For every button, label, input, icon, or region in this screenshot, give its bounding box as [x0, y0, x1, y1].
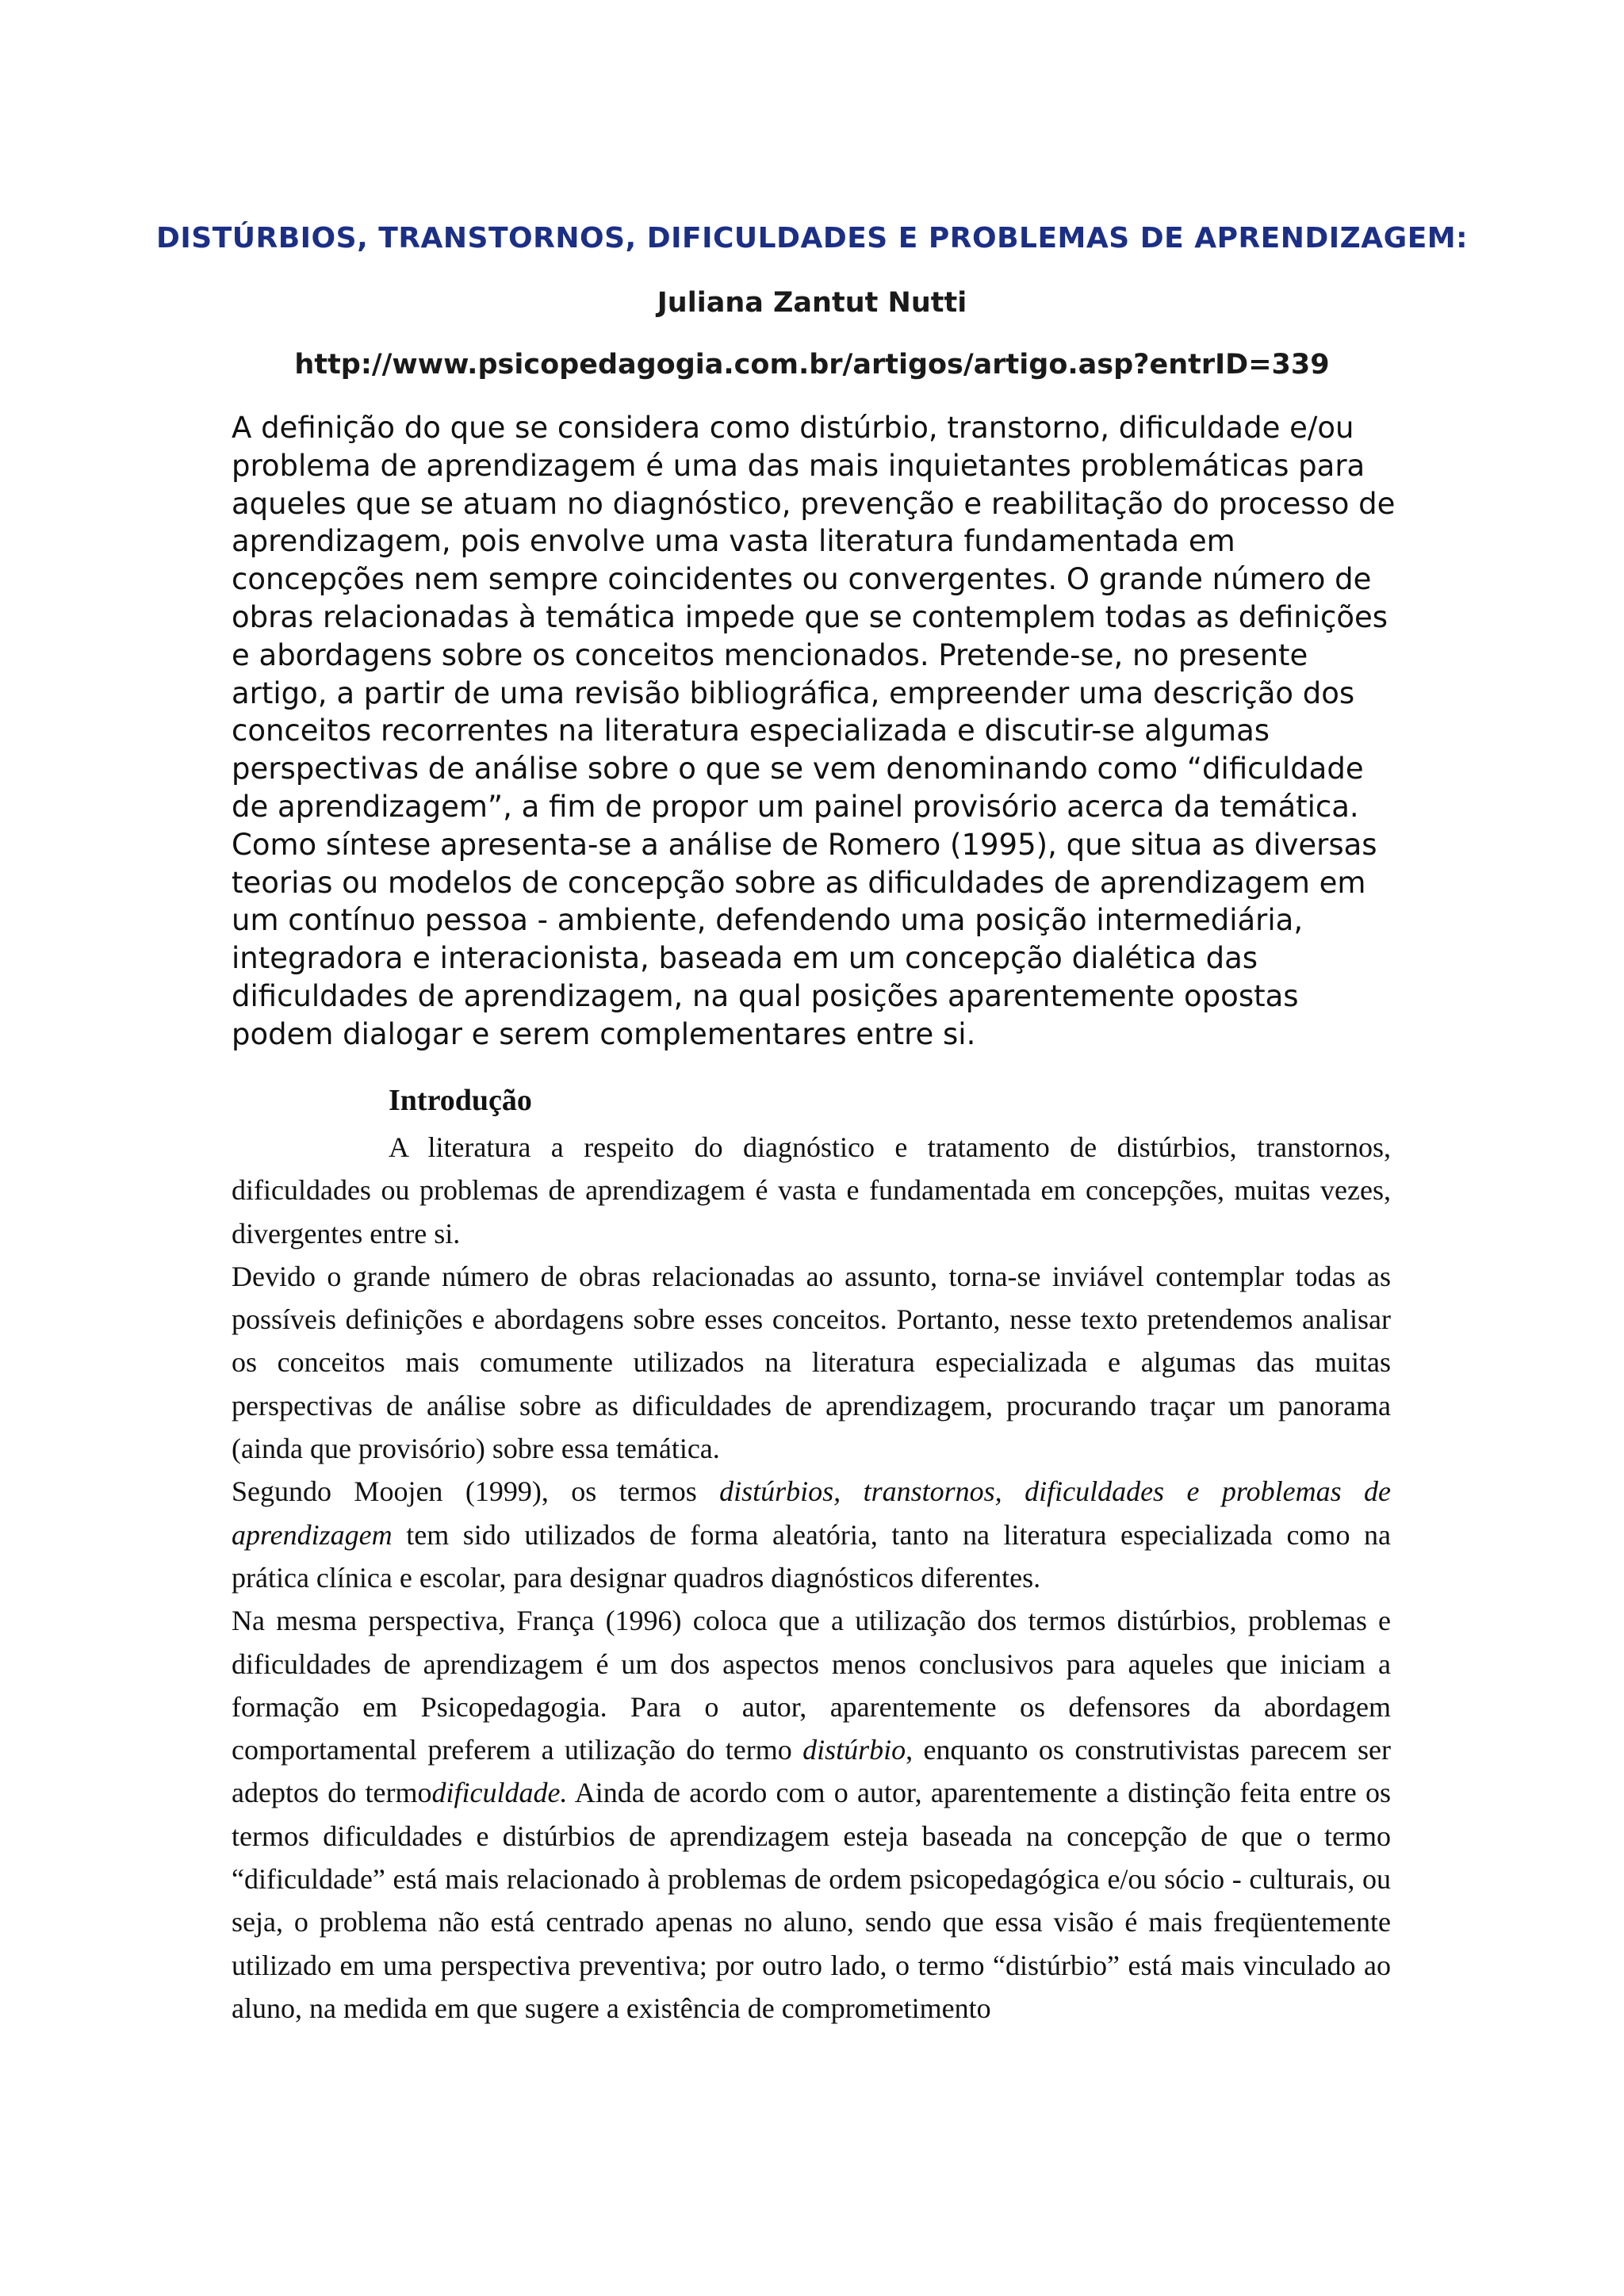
paragraph-1: A literatura a respeito do diagnóstico e tratamento de distúrbios, transtornos, dificuldades ou problemas de aprendizagem é vasta e fundamentada em concepções, muitas vezes, divergentes entre si. [232, 1131, 1391, 1249]
abstract-line: podem dialogar e serem complementares entre si. [232, 1016, 976, 1051]
abstract-line: integradora e interacionista, baseada em um concepção dialética das [232, 941, 1258, 976]
paragraph-4-text-c: Ainda de acordo com o autor, aparentemente a distinção feita entre os termos dificuldades e distúrbios de aprendizagem esteja baseada na concepção de que o termo “dificuldade” está mais relacionado à problemas de ordem psicopedagógica e/ou sócio - culturais, ou seja, o problema não está centrado apenas no aluno, sendo que essa visão é mais freqüentemente utilizado em uma perspectiva preventiva; por outro lado, o termo “distúrbio” está mais vinculado ao aluno, na medida em que sugere a existência de comprometimento [232, 1777, 1391, 2024]
abstract-line: obras relacionadas à temática impede que se contemplem todas as definições [232, 599, 1388, 634]
paragraph-4-italic-disturbio: distúrbio [802, 1734, 906, 1766]
abstract-line: conceitos recorrentes na literatura especializada e discutir-se algumas [232, 714, 1270, 748]
paragraph-3-text-b: tem sido utilizados de forma aleatória, tanto na literatura especializada como na prática clínica e escolar, para designar quadros diagnósticos diferentes. [232, 1518, 1391, 1594]
abstract-line: teorias ou modelos de concepção sobre as dificuldades de aprendizagem em [232, 865, 1366, 900]
abstract-line: Como síntese apresenta-se a análise de Romero (1995), que situa as diversas [232, 827, 1377, 862]
abstract-line: problema de aprendizagem é uma das mais inquietantes problemáticas para [232, 448, 1365, 483]
abstract-line: perspectivas de análise sobre o que se vem denominando como “dificuldade [232, 752, 1364, 786]
abstract-line: artigo, a partir de uma revisão bibliográfica, empreender uma descrição dos [232, 675, 1355, 710]
abstract-line: um contínuo pessoa - ambiente, defendendo uma posição intermediária, [232, 903, 1304, 938]
paragraph-3-italic-terms: distúrbios, transtornos, dificuldades e problemas de aprendizagem [232, 1475, 1391, 1551]
abstract-line: A definição do que se considera como distúrbio, transtorno, dificuldade e/ou [232, 411, 1354, 445]
abstract-line: e abordagens sobre os conceitos mencionados. Pretende-se, no presente [232, 637, 1308, 672]
paragraph-4-text-a: Na mesma perspectiva, França (1996) coloca que a utilização dos termos distúrbios, problemas e dificuldades de aprendizagem é um dos aspectos menos conclusivos para aqueles que iniciam a formação em Psicopedagogia. Para o autor, aparentemente os defensores da abordagem comportamental preferem a utilização do termo [232, 1605, 1391, 1766]
paragraph-3-text-a: Segundo Moojen (1999), os termos [232, 1475, 720, 1508]
paragraph-4-text-b: , enquanto os construtivistas parecem ser adeptos do termo [232, 1734, 1391, 1809]
paragraph-2: Devido o grande número de obras relacionadas ao assunto, torna-se inviável contemplar todas as possíveis definições e abordagens sobre esses conceitos. Portanto, nesse texto pretendemos analisar os conceitos mais comumente utilizados na literatura especializada e algumas das muitas perspectivas de análise sobre as dificuldades de aprendizagem, procurando traçar um panorama (ainda que provisório) sobre essa temática. [232, 1260, 1391, 1465]
paragraph-4 [232, 1599, 1391, 2030]
abstract-line: aprendizagem, pois envolve uma vasta literatura fundamentada em [232, 524, 1235, 559]
paragraph-4-italic-dificuldade: dificuldade. [431, 1777, 568, 1809]
abstract [232, 409, 1397, 1054]
section-heading-introducao: Introdução [389, 1084, 532, 1117]
paragraph-3 [232, 1470, 1391, 1599]
abstract-line: de aprendizagem”, a fim de propor um painel provisório acerca da temática. [232, 789, 1359, 824]
document-title: DISTÚRBIOS, TRANSTORNOS, DIFICULDADES E PROBLEMAS DE APRENDIZAGEM: [155, 222, 1469, 254]
source-url: http://www.psicopedagogia.com.br/artigos/artigo.asp?entrID=339 [294, 349, 1330, 381]
abstract-line: aqueles que se atuam no diagnóstico, prevenção e reabilitação do processo de [232, 486, 1396, 521]
abstract-line: concepções nem sempre coincidentes ou convergentes. O grande número de [232, 562, 1372, 597]
abstract-line: dificuldades de aprendizagem, na qual posições aparentemente opostas [232, 978, 1299, 1013]
author-name: Juliana Zantut Nutti [657, 287, 967, 319]
introduction-body [232, 1126, 1391, 2030]
